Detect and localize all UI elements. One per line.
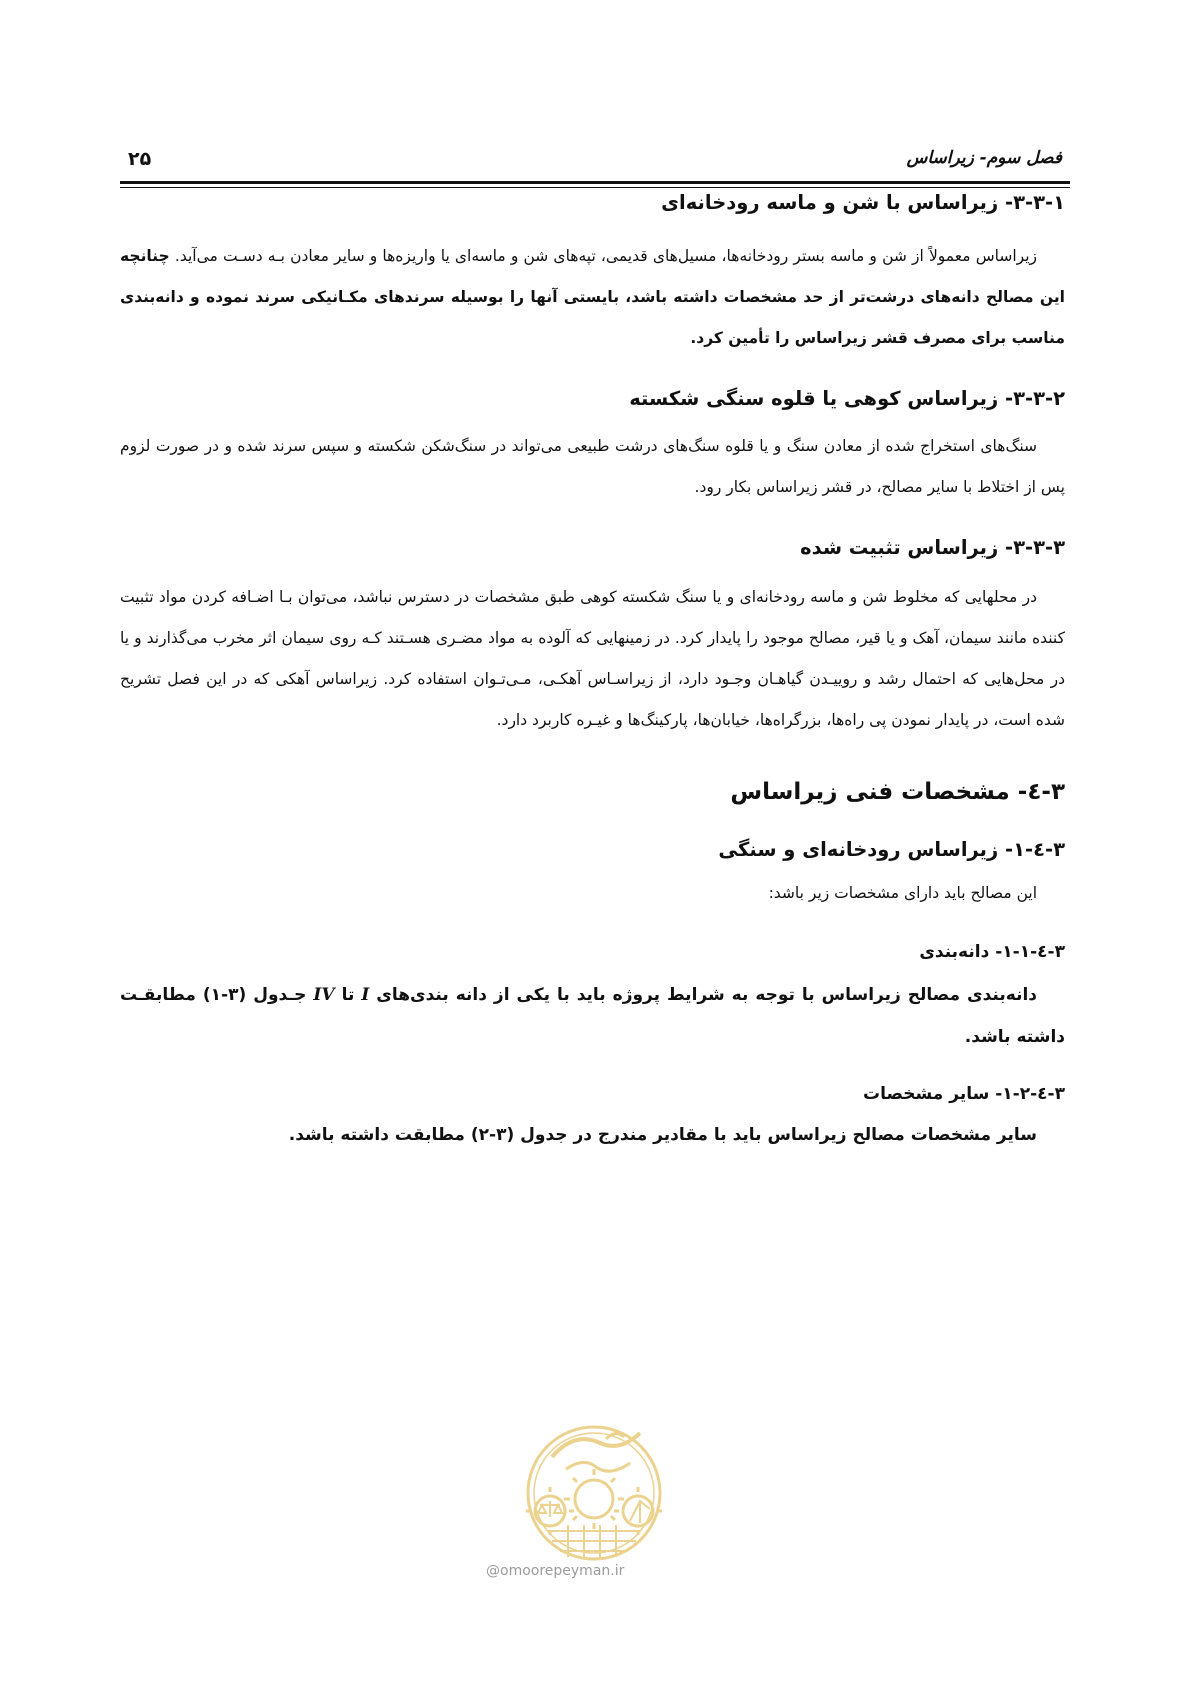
section-heading-3-3-3: ۳-۳-۳- زیراساس تثبیت شده <box>800 536 1065 559</box>
gradation-text-a: دانه‌بندی مصالح زیراساس با توجه به شرایط پروژه باید با یکی از دانه بندی‌های <box>376 985 1038 1005</box>
section-heading-3-4: ۳-٤- مشخصات فنی زیراساس <box>730 779 1065 805</box>
paragraph-bold-text: چنانچه این مصالح دانه‌های درشت‌تر از حد مشخصات داشته باشد، بایستی آنها را بوسیله سرندهای مکـانیکی سرند نموده و دانه‌بندی مناسب برای مصرف قشر زیراساس را تأمین کرد. <box>120 247 1065 347</box>
gradation-text-b: جـدول (۳-۱) مطابقـت داشته باشد. <box>120 985 1065 1047</box>
chapter-title: فصل سوم- زیراساس <box>906 148 1062 168</box>
watermark-logo-icon <box>488 1413 700 1563</box>
page-body <box>120 188 1065 1156</box>
paragraph-3-4-1: این مصالح باید دارای مشخصات زیر باشد: <box>768 884 1037 902</box>
paragraph-3-3-3: در محلهایی که مخلوط شن و ماسه رودخانه‌ای و یا سنگ شکسته کوهی طبق مشخصات در دسترس نباشد، می‌توان بـا اضـافه کردن مواد تثبیت کننده مانند سیمان، آهک و یا قیر، مصالح موجود را پایدار کرد. در زمینهایی که آلوده به مواد مضـری هسـتند کـه روی سیمان اثر مخرب می‌گذارند و یا در محل‌هایی که احتمال رشد و روییـدن گیاهـان وجـود دارد، از زیراسـاس آهکـی، مـی‌تـوان استفاده کرد. زیراساس آهکی که در این فصل تشریح شده است، در پایدار نمودن پی راه‌ها، بزرگراه‌ها، خیابان‌ها، پارکینگ‌ها و غیـره کاربرد دارد. <box>120 588 1065 729</box>
gradation-text-ta: تا <box>341 985 355 1005</box>
watermark-url: @omoorepeyman.ir <box>486 1563 625 1579</box>
paragraph-3-4-1-1 <box>120 974 1065 1058</box>
roman-numeral-i: I <box>361 985 370 1005</box>
paragraph-3-3-2: سنگ‌های استخراج شده از معادن سنگ و یا قلوه سنگ‌های درشت طبیعی می‌تواند در سنگ‌شکن شکسته و سپس سرند شده و در صورت لزوم پس از اختلاط با سایر مصالح، در قشر زیراساس بکار رود. <box>120 437 1065 496</box>
paragraph-3-4-1-2: سایر مشخصات مصالح زیراساس باید با مقادیر مندرج در جدول (۳-۲) مطابقت داشته باشد. <box>288 1125 1037 1145</box>
section-heading-3-3-1: ۳-۳-۱- زیراساس با شن و ماسه رودخانه‌ای <box>661 191 1065 214</box>
section-heading-3-4-1-2: ۳-٤-۱-۲- سایر مشخصات <box>863 1084 1065 1104</box>
paragraph-3-3-1 <box>120 236 1065 359</box>
section-heading-3-3-2: ۳-۳-۲- زیراساس کوهی یا قلوه سنگی شکسته <box>629 387 1065 410</box>
roman-numeral-iv: IV <box>313 985 335 1005</box>
page-number: ۲۵ <box>128 148 152 170</box>
page-header <box>120 148 1070 178</box>
header-rule-thick <box>120 181 1070 184</box>
paragraph-text: زیراساس معمولاً از شن و ماسه بستر رودخانه‌ها، مسیل‌های قدیمی، تپه‌های شن و ماسه‌ای یا واریزه‌ها و سایر معادن بـه دسـت می‌آید. <box>174 247 1037 265</box>
section-heading-3-4-1: ۳-٤-۱- زیراساس رودخانه‌ای و سنگی <box>718 838 1065 861</box>
section-heading-3-4-1-1: ۳-٤-۱-۱- دانه‌بندی <box>919 942 1065 962</box>
